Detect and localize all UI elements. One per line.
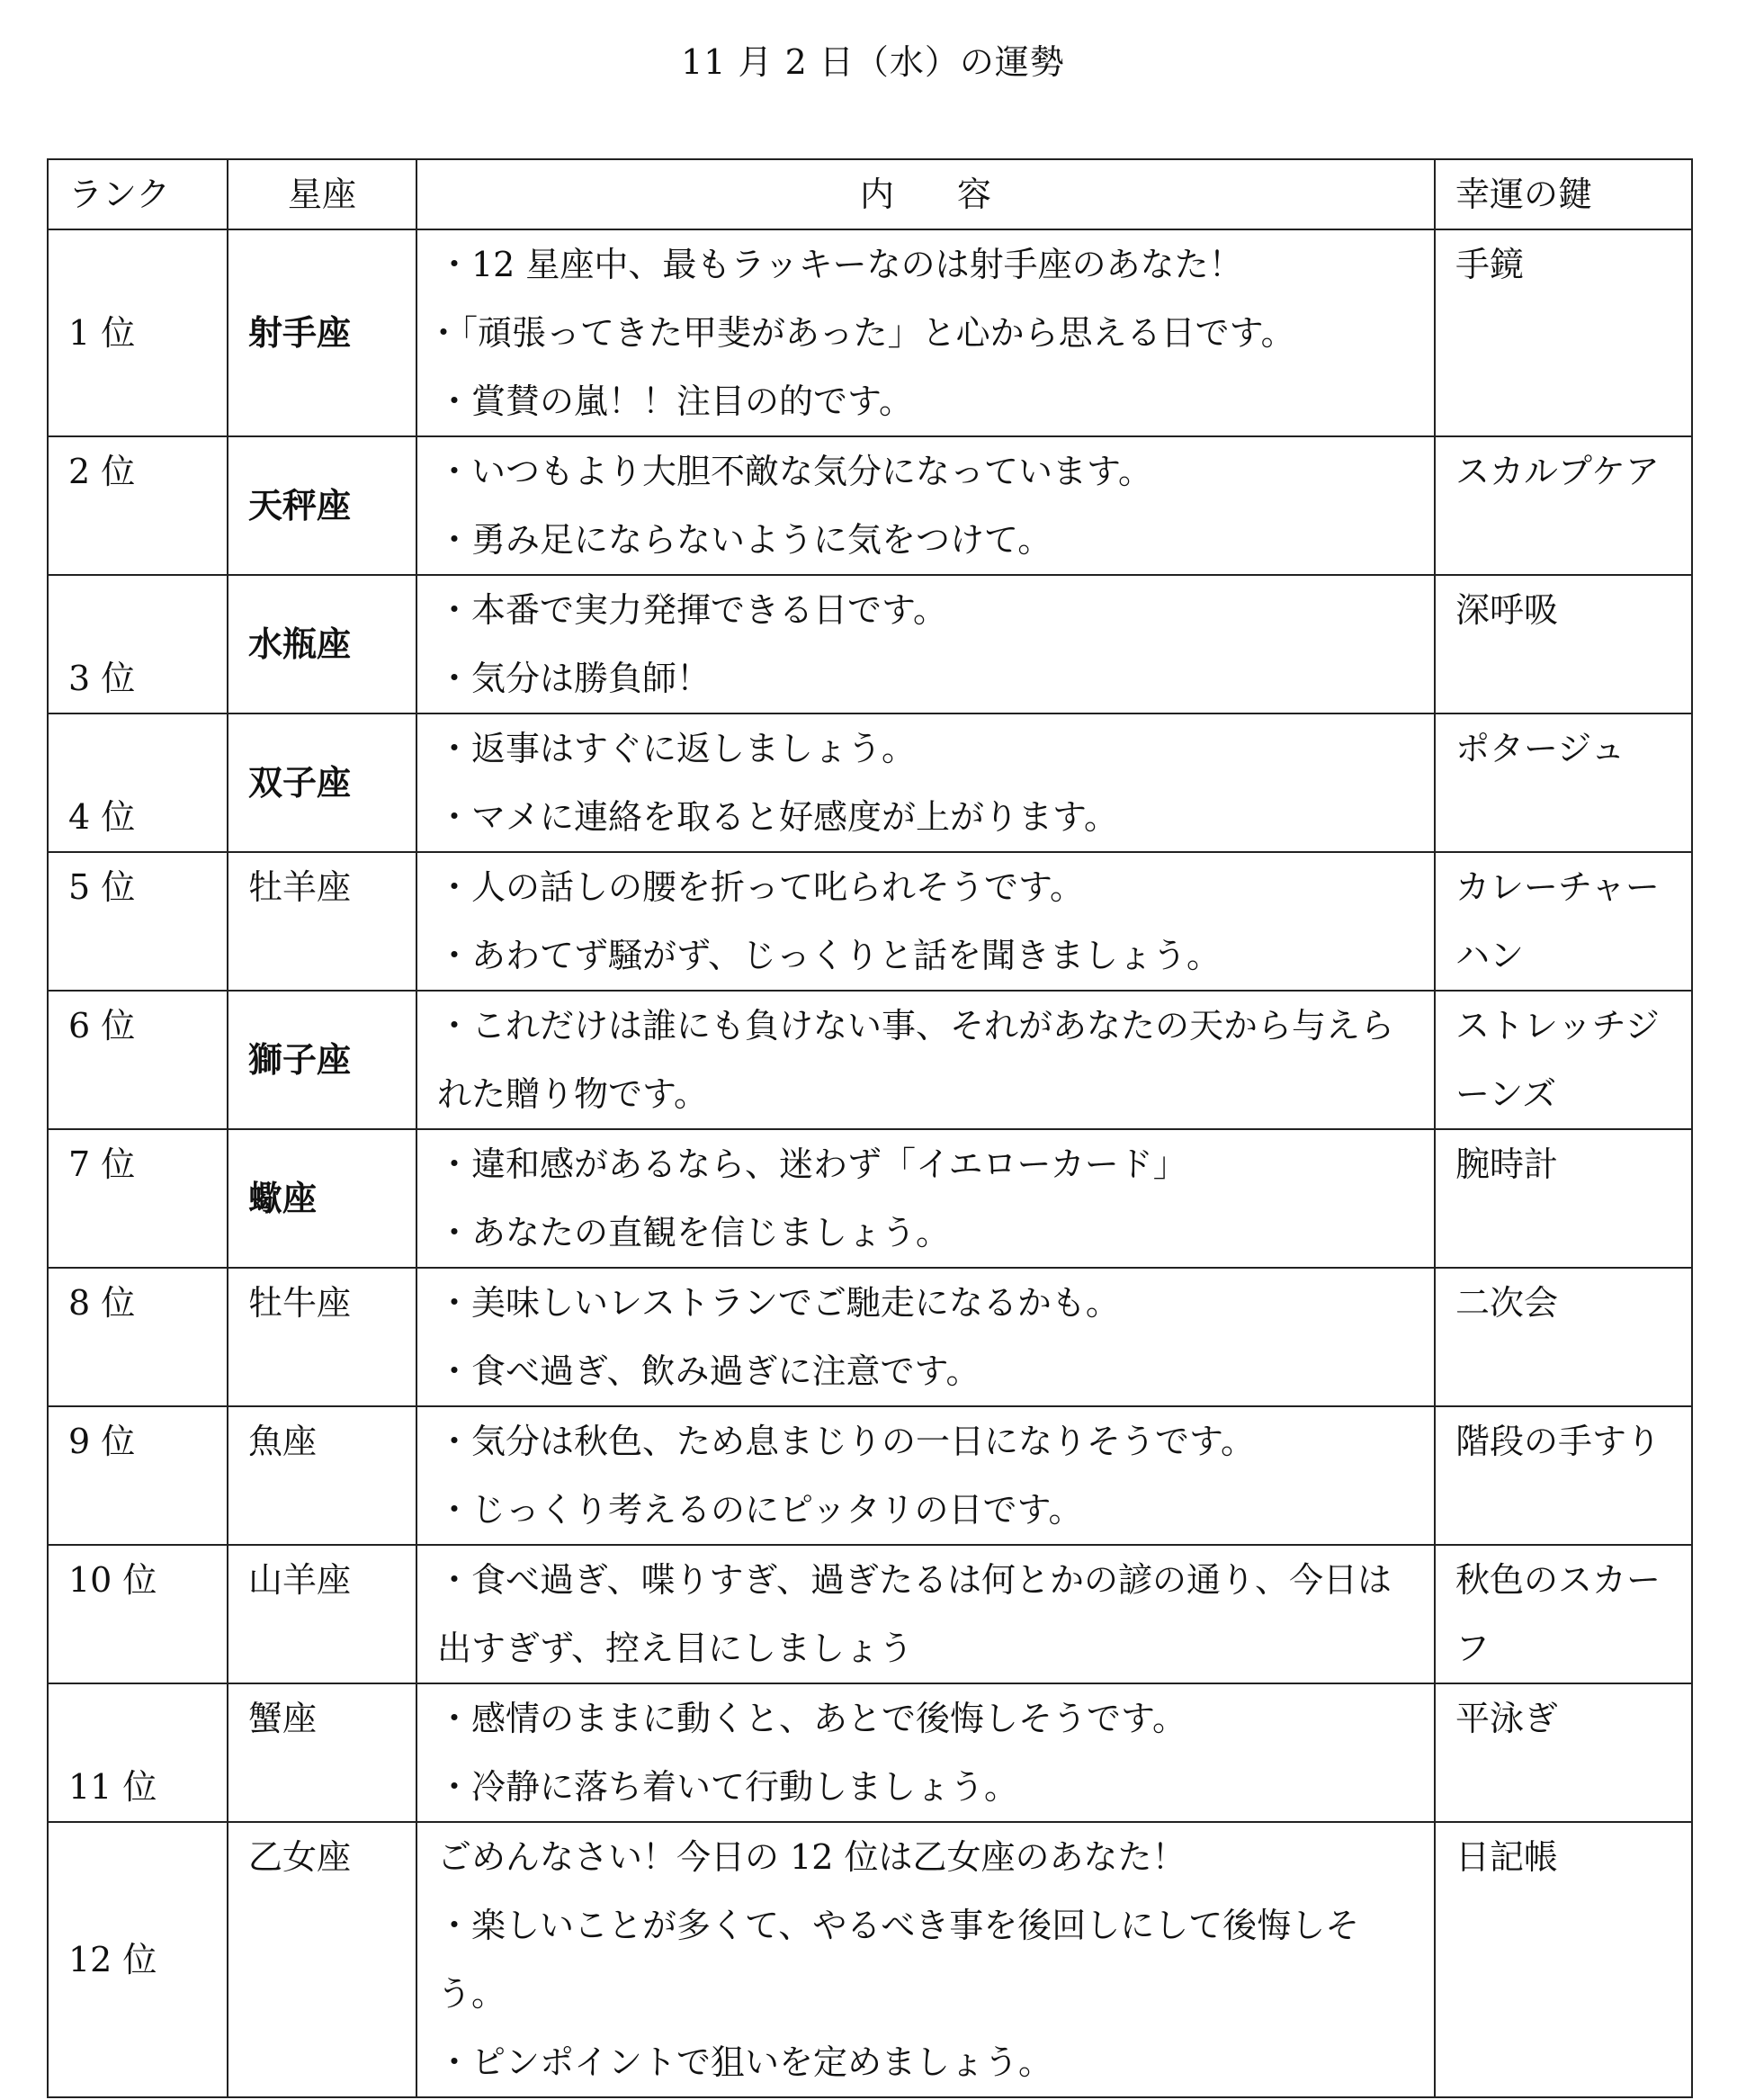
table-row <box>48 436 1692 575</box>
header-rank: ランク <box>48 159 228 229</box>
table-row <box>48 1406 1692 1545</box>
content-cell <box>416 1406 1435 1545</box>
content-cell <box>416 436 1435 575</box>
content-line: ・感情のままに動くと、あとで後悔しそうです。 <box>437 1699 1186 1738</box>
header-sign: 星座 <box>228 159 416 229</box>
content-line: ・食べ過ぎ、飲み過ぎに注意です。 <box>437 1351 980 1391</box>
content-line: ・美味しいレストランでご馳走になるかも。 <box>437 1283 1120 1323</box>
content-line: ・賞賛の嵐！！注目の的です。 <box>437 381 913 421</box>
content-line: ・マメに連絡を取ると好感度が上がります。 <box>437 797 1118 837</box>
sign-cell: 蟹座 <box>228 1683 416 1822</box>
content-line: ・気分は秋色、ため息まじりの一日になりそうです。 <box>437 1422 1255 1461</box>
lucky-key-cell: ストレッチジーンズ <box>1435 991 1692 1129</box>
content-line: ・あなたの直観を信じましょう。 <box>437 1213 951 1252</box>
table-row <box>48 575 1692 713</box>
sign-cell: 山羊座 <box>228 1545 416 1683</box>
sign-cell: 蠍座 <box>228 1129 416 1268</box>
lucky-key-cell: 深呼吸 <box>1435 575 1692 713</box>
horoscope-table <box>47 158 1693 2098</box>
lucky-key-cell: 二次会 <box>1435 1268 1692 1406</box>
content-line: ・本番で実力発揮できる日です。 <box>437 590 947 630</box>
content-line: ・冷静に落ち着いて行動しましょう。 <box>437 1767 1019 1807</box>
sign-cell: 魚座 <box>228 1406 416 1545</box>
table-row <box>48 1268 1692 1406</box>
lucky-key-cell: 日記帳 <box>1435 1822 1692 2097</box>
table-row <box>48 991 1692 1129</box>
content-cell <box>416 1268 1435 1406</box>
lucky-key-cell: カレーチャーハン <box>1435 852 1692 991</box>
rank-cell: 8 位 <box>48 1268 228 1406</box>
rank-cell: 5 位 <box>48 852 228 991</box>
content-cell <box>416 1545 1435 1683</box>
lucky-key-cell: スカルプケア <box>1435 436 1692 575</box>
content-cell <box>416 1683 1435 1822</box>
sign-cell: 乙女座 <box>228 1822 416 2097</box>
table-row <box>48 1545 1692 1683</box>
rank-cell: 7 位 <box>48 1129 228 1268</box>
header-lucky-key: 幸運の鍵 <box>1435 159 1692 229</box>
rank-cell: 10 位 <box>48 1545 228 1683</box>
content-line: ・「頑張ってきた甲斐があった」と心から思える日です。 <box>426 313 1295 353</box>
sign-cell: 牡羊座 <box>228 852 416 991</box>
lucky-key-cell: ポタージュ <box>1435 713 1692 852</box>
sign-cell: 天秤座 <box>228 436 416 575</box>
table-row <box>48 713 1692 852</box>
table-row <box>48 1822 1692 2097</box>
table-row <box>48 852 1692 991</box>
content-line: ・これだけは誰にも負けない事、それがあなたの天から与えられた贈り物です。 <box>437 1006 1395 1114</box>
content-line: ・あわてず騒がず、じっくりと話を聞きましょう。 <box>437 936 1221 975</box>
rank-cell: 6 位 <box>48 991 228 1129</box>
content-line: ・食べ過ぎ、喋りすぎ、過ぎたるは何とかの諺の通り、今日は出すぎず、控え目にしましょう <box>437 1560 1392 1668</box>
content-line: ・人の話しの腰を折って叱られそうです。 <box>437 867 1084 907</box>
table-row <box>48 229 1692 436</box>
table-row <box>48 1683 1692 1822</box>
rank-cell: 9 位 <box>48 1406 228 1545</box>
content-line: ・違和感があるなら、迷わず「イエローカード」 <box>437 1144 1187 1184</box>
content-cell <box>416 1822 1435 2097</box>
content-cell <box>416 575 1435 713</box>
content-cell <box>416 852 1435 991</box>
content-line: ・12 星座中、最もラッキーなのは射手座のあなた！ <box>437 245 1243 284</box>
table-header-row <box>48 159 1692 229</box>
content-cell <box>416 713 1435 852</box>
lucky-key-cell: 腕時計 <box>1435 1129 1692 1268</box>
rank-cell: 2 位 <box>48 436 228 575</box>
content-line: ・ピンポイントで狙いを定めましょう。 <box>437 2042 1053 2082</box>
content-cell <box>416 1129 1435 1268</box>
rank-cell: 12 位 <box>48 1822 228 2097</box>
header-content: 内容 <box>416 159 1435 229</box>
content-line: ・じっくり考えるのにピッタリの日です。 <box>437 1490 1083 1530</box>
content-cell <box>416 229 1435 436</box>
lucky-key-cell: 階段の手すり <box>1435 1406 1692 1545</box>
sign-cell: 双子座 <box>228 713 416 852</box>
content-cell <box>416 991 1435 1129</box>
rank-cell: 1 位 <box>48 229 228 436</box>
content-line: ・いつもより大胆不敵な気分になっています。 <box>437 452 1152 491</box>
content-line: ・勇み足にならないように気をつけて。 <box>437 520 1052 560</box>
content-line: ・返事はすぐに返しましょう。 <box>437 729 917 768</box>
rank-cell: 4 位 <box>48 713 228 852</box>
lucky-key-cell: 平泳ぎ <box>1435 1683 1692 1822</box>
sign-cell: 牡牛座 <box>228 1268 416 1406</box>
page-title: 11 月 2 日（水）の運勢 <box>681 42 1065 82</box>
table-row <box>48 1129 1692 1268</box>
lucky-key-cell: 秋色のスカーフ <box>1435 1545 1692 1683</box>
content-line: ・気分は勝負師！ <box>437 659 712 698</box>
sign-cell: 水瓶座 <box>228 575 416 713</box>
content-line: ・楽しいことが多くて、やるべき事を後回しにして後悔しそう。 <box>437 1906 1360 2014</box>
rank-cell: 11 位 <box>48 1683 228 1822</box>
content-line: ごめんなさい！今日の 12 位は乙女座のあなた！ <box>437 1837 1186 1877</box>
sign-cell: 獅子座 <box>228 991 416 1129</box>
lucky-key-cell: 手鏡 <box>1435 229 1692 436</box>
sign-cell: 射手座 <box>228 229 416 436</box>
rank-cell: 3 位 <box>48 575 228 713</box>
